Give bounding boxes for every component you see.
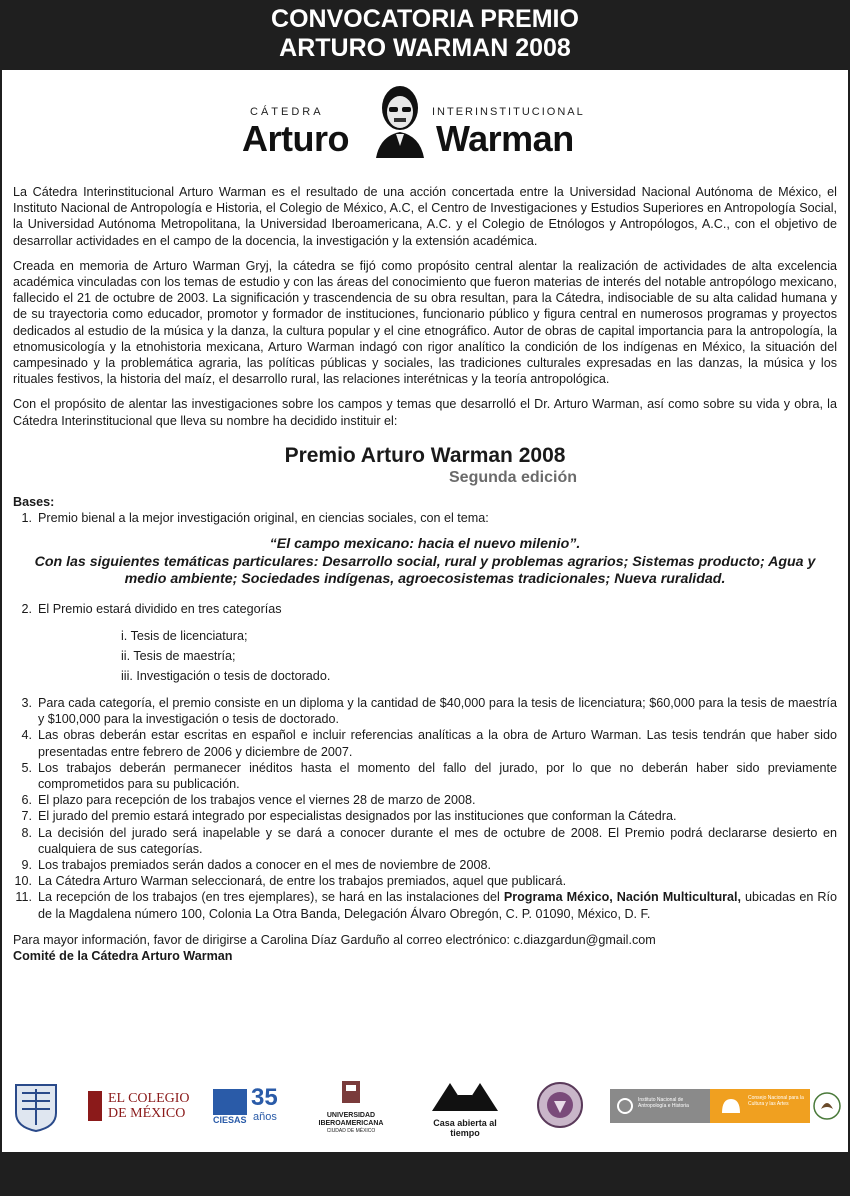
colmex-name-line1: EL COLEGIO	[108, 1091, 190, 1106]
header-banner	[0, 0, 850, 70]
theme-block	[13, 536, 837, 589]
ibero-name-line2: IBEROAMERICANA	[318, 1120, 384, 1127]
uam-logo	[420, 1081, 510, 1138]
list-item: 11. La recepción de los trabajos (en tres ejemplares), se hará en las instalaciones del Programa México, Nación Multicultural, ubicadas en Río de la Magdalena número 100, Colonia La Otra Banda, Delegación Álvaro Obregón, C. P. 01090, México, D. F.	[15, 890, 837, 921]
ciesas-logo	[213, 1085, 289, 1129]
ciesas-anniversary: 35	[251, 1084, 278, 1111]
theme-topics: Con las siguientes temáticas particulares: Desarrollo social, rural y problemas agrarios; Sistemas producto; Agua y medio ambiente; Sociedades indígenas, agroecosistemas tradicionales; Nueva ruralidad.	[34, 553, 816, 588]
bases-list	[13, 510, 837, 526]
list-item: 5. Los trabajos deberán permanecer inéditos hasta el momento del fallo del jurado, por lo que no deberán haber sido previamente comprometidos para su publicación.	[21, 760, 837, 791]
logo-warman-text: Warman	[436, 118, 574, 159]
item-text: El plazo para recepción de los trabajos vence el viernes 28 de marzo de 2008.	[38, 793, 476, 808]
ibero-name-line3: CIUDAD DE MÉXICO	[326, 1128, 376, 1134]
colmex-logo	[88, 1091, 198, 1125]
theme-title: “El campo mexicano: hacia el nuevo milenio”.	[269, 536, 581, 553]
ibero-name-line1: UNIVERSIDAD	[326, 1112, 376, 1119]
ciesas-emblem-icon	[213, 1089, 247, 1115]
list-item: 8. La decisión del jurado será inapelable y se dará a conocer durante el mes de octubre de 2008. El Premio podrá declararse desierto en cualquiera de sus categorías.	[21, 825, 837, 856]
list-item: 6. El plazo para recepción de los trabajos vence el viernes 28 de marzo de 2008.	[21, 793, 476, 808]
contact-info: Para mayor información, favor de dirigirse a Carolina Díaz Garduño al correo electrónico: c.diazgardun@gmail.com	[13, 932, 656, 947]
prize-title: Premio Arturo Warman 2008	[284, 443, 566, 467]
header-title-line1: CONVOCATORIA PREMIO	[271, 5, 579, 33]
list-item: 1. Premio bienal a la mejor investigación original, en ciencias sociales, con el tema:	[21, 511, 489, 526]
list-item: 2. El Premio estará dividido en tres categorías	[21, 601, 282, 616]
mexico-eagle-icon	[812, 1089, 842, 1123]
list-item: 3. Para cada categoría, el premio consiste en un diploma y la cantidad de $40,000 para la tesis de licenciatura; $60,000 para la tesis de maestría y $100,000 para la investigación o tesis de doctorado.	[21, 695, 837, 727]
cea-seal-icon	[536, 1081, 584, 1129]
category-item: i. Tesis de licenciatura;	[121, 628, 248, 643]
item-text: Los trabajos premiados serán dados a conocer en el mes de noviembre de 2008.	[38, 857, 491, 872]
item-text: El Premio estará dividido en tres categorías	[38, 601, 282, 616]
inah-emblem-icon	[616, 1097, 634, 1115]
ciesas-name: CIESAS	[213, 1115, 247, 1125]
category-item: iii. Investigación o tesis de doctorado.	[121, 668, 331, 683]
item-text-bold: Programa México, Nación Multicultural,	[503, 890, 742, 905]
ibero-emblem-icon	[336, 1077, 366, 1107]
bases-heading: Bases:	[13, 494, 55, 509]
uam-tagline: Casa abierta al tiempo	[433, 1118, 497, 1138]
logo-interinstitucional-label: INTERINSTITUCIONAL	[432, 106, 585, 118]
category-item: ii. Tesis de maestría;	[121, 648, 236, 663]
list-item: 10. La Cátedra Arturo Warman seleccionará, de entre los trabajos premiados, aquel que publicará.	[14, 874, 567, 889]
ciesas-years-label: años	[253, 1111, 277, 1123]
header-title-line2: ARTURO WARMAN 2008	[279, 34, 571, 62]
logo-arturo-text: Arturo	[242, 118, 349, 159]
conaculta-logo	[710, 1089, 810, 1123]
item-text: Premio bienal a la mejor investigación original, en ciencias sociales, con el tema:	[38, 511, 489, 526]
colmex-emblem-icon	[88, 1091, 102, 1121]
catedra-logo	[240, 82, 610, 160]
item-text: La decisión del jurado será inapelable y se dará a conocer durante el mes de octubre de 2008. El Premio podrá declararse desierto en cualquiera de sus categorías.	[38, 825, 837, 856]
inah-name: Instituto Nacional de Antropología e Historia	[638, 1097, 689, 1109]
inah-logo	[610, 1089, 710, 1123]
item-text: La Cátedra Arturo Warman seleccionará, de entre los trabajos premiados, aquel que publicará.	[38, 874, 567, 889]
item-text: El jurado del premio estará integrado por especialistas designados por las instituciones que conforman la Cátedra.	[38, 809, 677, 824]
item-text: Para cada categoría, el premio consiste en un diploma y la cantidad de $40,000 para la tesis de licenciatura; $60,000 para la tesis de maestría y $100,000 para la investigación o tesis de doctorado.	[38, 695, 837, 727]
footer-bar	[0, 1152, 850, 1196]
categories-list	[121, 626, 837, 686]
item-text: Los trabajos deberán permanecer inéditos hasta el momento del fallo del jurado, por lo que no deberán haber sido previamente comprometidos para su publicación.	[38, 760, 837, 791]
committee-signature: Comité de la Cátedra Arturo Warman	[13, 949, 233, 963]
colmex-name-line2: DE MÉXICO	[108, 1106, 186, 1121]
item-text: ubicadas en Río de la Magdalena número 100, Colonia La Otra Banda, Delegación Álvaro Obregón, C. P. 01090, México, D. F.	[38, 890, 837, 921]
portrait-icon	[370, 82, 430, 158]
list-item: 9. Los trabajos premiados serán dados a conocer en el mes de noviembre de 2008.	[21, 857, 491, 872]
list-item: 7. El jurado del premio estará integrado por especialistas designados por las instituciones que conforman la Cátedra.	[21, 809, 677, 824]
sponsor-logos	[0, 1075, 850, 1138]
document-body	[13, 184, 837, 964]
bases-list-rest	[13, 695, 837, 922]
conaculta-name: Consejo Nacional para la Cultura y las Artes	[748, 1095, 804, 1107]
intro-paragraph-3: Con el propósito de alentar las investigaciones sobre los campos y temas que desarrolló el Dr. Arturo Warman, así como sobre su vida y obra, la Cátedra Interinstitucional que lleva su nombre ha decidido instituir el:	[13, 397, 837, 428]
uam-emblem-icon	[428, 1081, 502, 1113]
ibero-logo	[316, 1077, 386, 1135]
bases-list-cont	[13, 601, 837, 617]
logo-catedra-label: CÁTEDRA	[250, 106, 324, 118]
intro-paragraph-2: Creada en memoria de Arturo Warman Gryj, la cátedra se fijó como propósito central alentar la realización de actividades de alta excelencia académica vinculadas con los temas de estudio y con las áreas del conocimiento que fueron materias de interés del notable antropólogo mexicano, fallecido el 21 de octubre de 2003. La significación y trascendencia de su obra resultan, para la Cátedra, indisociable de su alta calidad humana y de su trayectoria como educador, promotor y formador de instituciones, funcionario público y figura central en numerosos programas y proyectos dedicados al estudio de la música y la danza, la cultura popular y el cine etnográfico. Autor de obras de capital importancia para la antropología, la etnomusicología y la etnohistoria mexicana, Arturo Warman indagó con rigor analítico la condición de los indígenas en México, la situación del campesinado y la problemática agraria, las políticas públicas y sociales, las tradiciones culturales expresadas en las danzas, la música y los rituales festivos, la historia del maíz, el desarrollo rural, las relaciones interétnicas y la teoría antropológica.	[13, 258, 837, 387]
list-item: 4. Las obras deberán estar escritas en español e incluir referencias analíticas a la obra de Arturo Warman. Las tesis tendrán que haber sido presentadas entre febrero de 2006 y diciembre de 2007.	[21, 728, 837, 759]
item-text: Las obras deberán estar escritas en español e incluir referencias analíticas a la obra de Arturo Warman. Las tesis tendrán que haber sido presentadas entre febrero de 2006 y diciembre de 2007.	[38, 728, 837, 759]
intro-paragraph-1: La Cátedra Interinstitucional Arturo Warman es el resultado de una acción concertada entre la Universidad Nacional Autónoma de México, el Instituto Nacional de Antropología e Historia, el Colegio de México, A.C, el Centro de Investigaciones y Estudios Superiores en Antropología Social, la Universidad Autónoma Metropolitana, la Universidad Iberoamericana, A.C. y el Colegio de Etnólogos y Antropólogos, A.C., con el objetivo de desarrollar actividades en el campo de la docencia, la investigación y la extensión académica.	[13, 185, 837, 248]
conaculta-emblem-icon	[720, 1097, 742, 1115]
prize-edition: Segunda edición	[449, 468, 578, 486]
item-text: La recepción de los trabajos (en tres ejemplares), se hará en las instalaciones del	[38, 890, 504, 905]
unam-logo-icon	[10, 1079, 62, 1133]
